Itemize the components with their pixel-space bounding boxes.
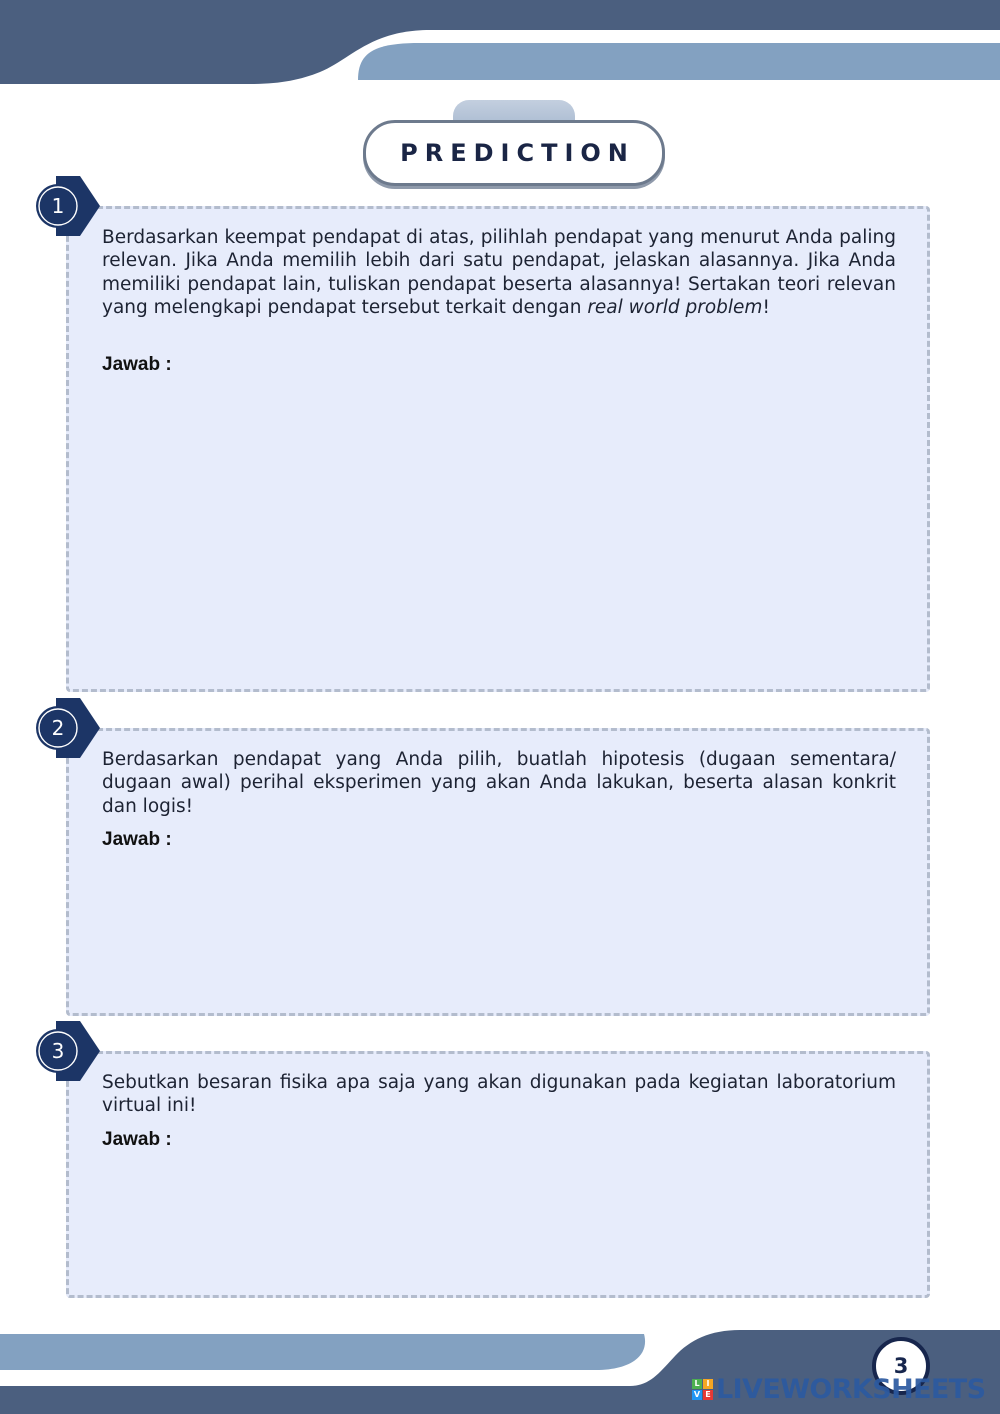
page-number: 3 [872, 1337, 930, 1395]
header-decoration [0, 0, 1000, 100]
question-number-badge [36, 174, 102, 238]
answer-label: Jawab : [102, 354, 172, 375]
section-title-banner [363, 100, 665, 186]
question-text: Sebutkan besaran fisika apa saja yang akan digunakan pada kegiatan laboratorium virtual ini! [102, 1072, 896, 1117]
answer-field[interactable] [102, 384, 896, 677]
question-number-badge [36, 696, 102, 760]
question-box-2 [66, 728, 930, 1016]
answer-label: Jawab : [102, 1129, 172, 1150]
question-text: Berdasarkan keempat pendapat di atas, pilihlah pendapat yang menurut Anda paling relevan. Jika Anda memilih lebih dari satu pendapat, jelaskan alasannya. Jika Anda memiliki pendapat lain, tuliskan pendapat beserta alasannya! Sertakan teori relevan yang melengkapi pendapat tersebut terkait dengan real world problem! [102, 227, 896, 319]
answer-field[interactable] [102, 859, 896, 1001]
liveworksheets-watermark [692, 1372, 985, 1406]
answer-field[interactable] [102, 1159, 896, 1283]
question-text: Berdasarkan pendapat yang Anda pilih, buatlah hipotesis (dugaan sementara/ dugaan awal) perihal eksperimen yang akan Anda lakukan, beserta alasan konkrit dan logis! [102, 749, 896, 817]
question-number: 3 [51, 1039, 65, 1063]
answer-label: Jawab : [102, 829, 172, 850]
liveworksheets-logo-icon: L I V E [692, 1379, 713, 1400]
question-box-1 [66, 206, 930, 692]
title-pill [363, 120, 665, 186]
question-box-3 [66, 1051, 930, 1298]
question-number-badge [36, 1019, 102, 1083]
question-number: 2 [51, 716, 65, 740]
page-title: PREDICTION [400, 139, 635, 167]
watermark-text: LIVEWORKSHEETS [716, 1373, 986, 1405]
question-number: 1 [51, 194, 65, 218]
